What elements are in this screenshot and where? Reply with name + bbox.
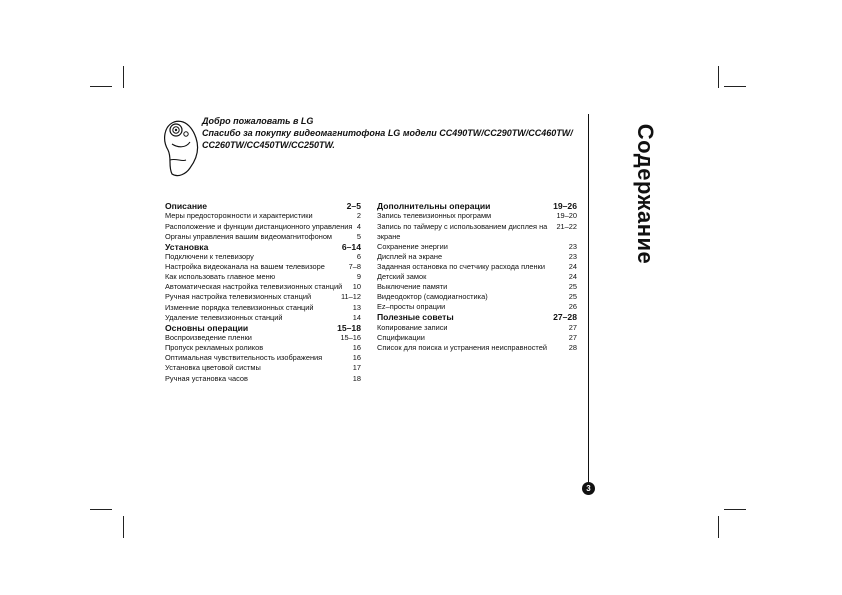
toc-entry-page: 25 (568, 282, 577, 292)
toc-entry-page: 21–22 (556, 221, 577, 231)
toc-entry-title: Детский замок (377, 271, 427, 281)
toc-entry-page: 28 (568, 342, 577, 352)
toc-entry-page: 13 (352, 302, 361, 312)
toc-entry-title: Запись по таймеру с использованием дисплея на экране (377, 221, 548, 241)
toc-entry (165, 262, 361, 272)
crop-mark-bottom-left-h (90, 509, 112, 510)
toc-entry (165, 272, 361, 282)
toc-entry-title: Воспроизведение пленки (165, 333, 252, 343)
toc-entry (377, 272, 577, 282)
toc-entry-title: Настройка видеоканала на вашем телевизоре (165, 262, 325, 272)
toc-entry (165, 232, 361, 242)
toc-entry-page: 25 (568, 292, 577, 302)
toc-entry-page: 2 (356, 211, 361, 221)
toc-entry-title: Полезные советы (377, 312, 454, 323)
toc-entry-title: Меры предосторожности и характеристики (165, 211, 313, 221)
toc-entry (377, 333, 577, 343)
toc-entry-title: Список для поиска и устранения неисправностей (377, 342, 547, 352)
toc-entry-page: 10 (352, 282, 361, 292)
toc-entry-page: 27 (568, 322, 577, 332)
toc-entry-page: 6–14 (341, 241, 361, 252)
toc-entry-page: 15–16 (340, 333, 361, 343)
toc-entry-title: Дисплей на экране (377, 251, 443, 261)
toc-entry-page: 7–8 (348, 262, 361, 272)
toc-entry-title: Удаление телевизионных станций (165, 312, 283, 322)
toc-entry-page: 18 (352, 373, 361, 383)
toc-entry (165, 282, 361, 292)
crop-mark-bottom-left-v (123, 516, 124, 538)
toc-entry-page: 16 (352, 353, 361, 363)
vertical-divider (588, 114, 589, 487)
toc-entry-page: 9 (356, 272, 361, 282)
toc-section-heading (165, 201, 361, 211)
toc-entry (165, 211, 361, 221)
toc-entry-title: Ez–просты опрации (377, 302, 446, 312)
intro-thanks: Спасибо за покупку видеомагнитофона LG модели CC490TW/CC290TW/CC460TW/ (202, 128, 573, 138)
crop-mark-bottom-right-h (724, 509, 746, 510)
toc-entry (165, 252, 361, 262)
mascot-logo-icon (160, 116, 204, 180)
toc-entry-title: Запись телевизионных программ (377, 211, 492, 221)
toc-entry (377, 222, 577, 242)
toc-entry-page: 24 (568, 261, 577, 271)
toc-entry (165, 374, 361, 384)
toc-entry-page: 27–28 (553, 312, 577, 323)
toc-entry (377, 262, 577, 272)
crop-mark-top-left-h (90, 86, 112, 87)
toc-entry-page: 4 (356, 221, 361, 231)
toc-entry-title: Подключени к телевизору (165, 252, 254, 262)
toc-entry (165, 333, 361, 343)
toc-entry-page: 27 (568, 332, 577, 342)
toc-entry (165, 363, 361, 373)
crop-mark-top-right-v (718, 66, 719, 88)
toc-entry-title: Оптимальная чувствительность изображения (165, 353, 323, 363)
toc-entry-title: Изменние порядка телевизионных станций (165, 302, 314, 312)
toc-right-column (377, 201, 577, 353)
toc-entry-page: 26 (568, 302, 577, 312)
toc-entry-title: Заданная остановка по счетчику расхода пленки (377, 261, 545, 271)
toc-entry-title: Ручная установка часов (165, 373, 248, 383)
toc-entry (377, 252, 577, 262)
toc-entry-title: Дополнительны операции (377, 201, 491, 211)
toc-entry (165, 303, 361, 313)
crop-mark-top-right-h (724, 86, 746, 87)
toc-entry (377, 282, 577, 292)
toc-entry (377, 323, 577, 333)
toc-entry-page: 15–18 (337, 322, 361, 333)
page-title: Содержание (633, 123, 658, 265)
toc-entry-page: 11–12 (340, 292, 361, 302)
toc-entry-title: Сохранение энергии (377, 241, 448, 251)
toc-entry-page: 23 (568, 241, 577, 251)
toc-entry (377, 343, 577, 353)
toc-entry-title: Спцификации (377, 332, 425, 342)
toc-entry-title: Выключение памяти (377, 282, 448, 292)
toc-entry-title: Пропуск рекламных роликов (165, 343, 264, 353)
toc-entry-page: 16 (352, 343, 361, 353)
toc-entry (165, 353, 361, 363)
toc-entry-page: 19–20 (556, 211, 577, 221)
toc-entry-title: Установка (165, 241, 209, 252)
toc-entry-page: 19–26 (553, 201, 577, 211)
toc-entry-title: Как использовать главное меню (165, 272, 276, 282)
crop-mark-bottom-right-v (718, 516, 719, 538)
toc-entry (377, 211, 577, 221)
toc-entry-title: Описание (165, 201, 208, 211)
intro-text (202, 115, 573, 151)
toc-entry (377, 302, 577, 312)
toc-entry-title: Установка цветовой систмы (165, 363, 261, 373)
toc-left-column (165, 201, 361, 384)
toc-entry-page: 17 (352, 363, 361, 373)
toc-entry-title: Автоматическая настройка телевизионных станций (165, 282, 343, 292)
toc-entry-title: Ручная настройка телевизионных станций (165, 292, 312, 302)
toc-entry-page: 24 (568, 271, 577, 281)
toc-entry-page: 2–5 (346, 201, 361, 211)
intro-models: CC260TW/CC450TW/CC250TW. (202, 140, 335, 150)
toc-entry-title: Видеодоктор (самодиагностика) (377, 292, 488, 302)
toc-section-heading (165, 323, 361, 333)
side-title-container (602, 114, 688, 274)
toc-section-heading (377, 312, 577, 322)
toc-entry-page: 14 (352, 312, 361, 322)
toc-entry (377, 242, 577, 252)
toc-entry (165, 292, 361, 302)
toc-section-heading (377, 201, 577, 211)
toc-entry-page: 5 (356, 231, 361, 241)
toc-entry-title: Органы управления вашим видеомагнитофоном (165, 231, 333, 241)
intro-welcome: Добро пожаловать в LG (202, 116, 314, 126)
toc-section-heading (165, 242, 361, 252)
toc-entry-title: Расположение и функции дистанционного управления (165, 221, 353, 231)
toc-entry-page: 6 (356, 252, 361, 262)
toc-entry-page: 23 (568, 251, 577, 261)
toc-entry (165, 222, 361, 232)
toc-entry-title: Основны операции (165, 322, 249, 333)
page-number-badge: 3 (582, 482, 595, 495)
crop-mark-top-left-v (123, 66, 124, 88)
toc-entry (165, 343, 361, 353)
toc-entry (165, 313, 361, 323)
toc-entry-title: Копирование записи (377, 322, 448, 332)
toc-entry (377, 292, 577, 302)
